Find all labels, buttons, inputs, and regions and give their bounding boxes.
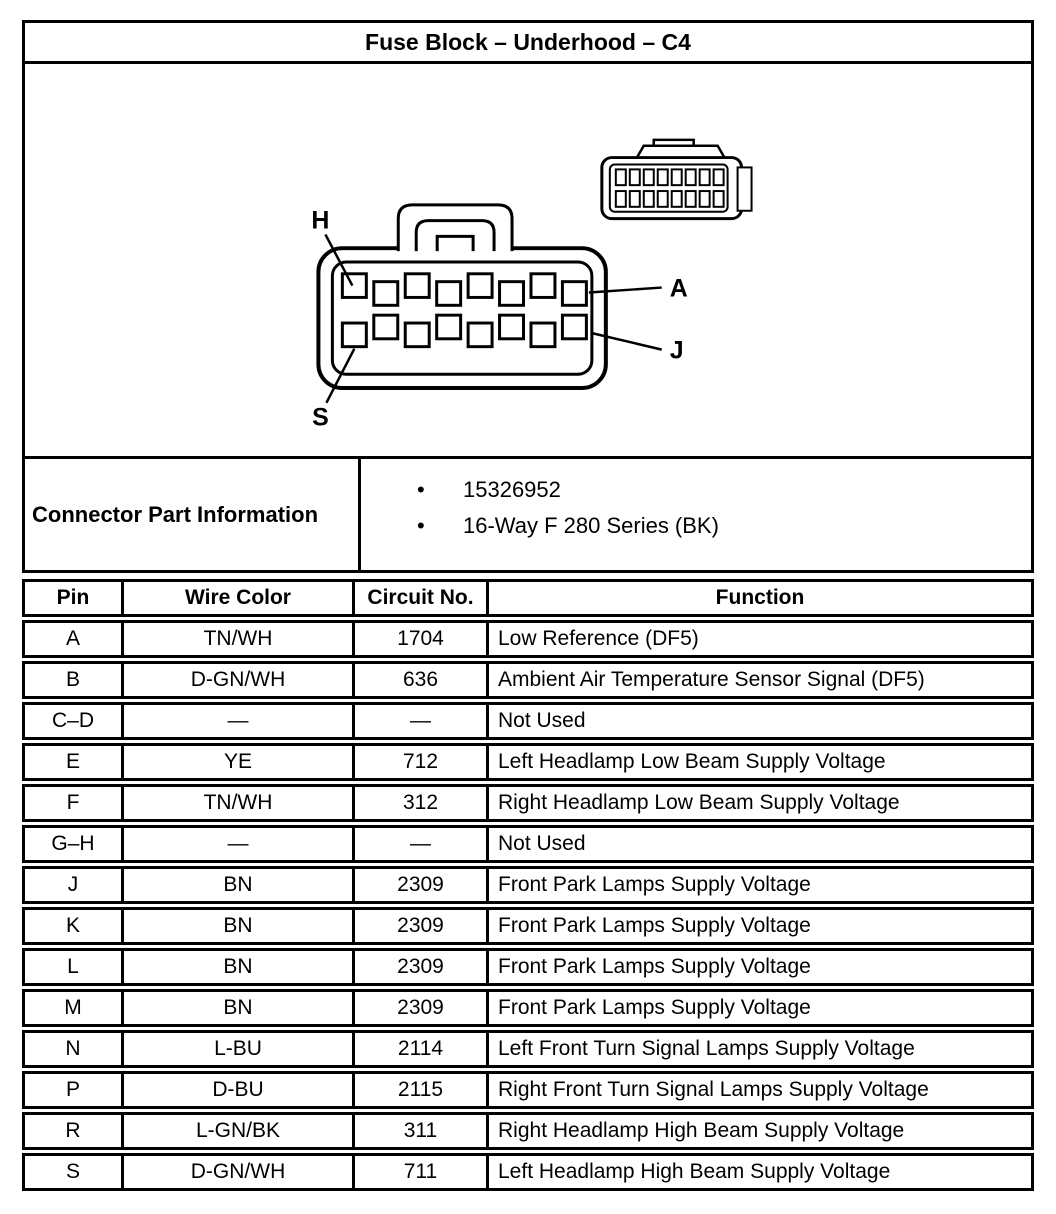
table-row (22, 866, 1034, 904)
table-row (22, 1153, 1034, 1191)
table-row (22, 1071, 1034, 1109)
table-row (22, 661, 1034, 699)
pin-cell: J (22, 866, 124, 904)
header-pin: Pin (22, 579, 124, 617)
table-row (22, 948, 1034, 986)
table-row (22, 1112, 1034, 1150)
wire-color-cell: TN/WH (121, 784, 355, 822)
circuit-no-cell: — (352, 702, 489, 740)
function-cell: Front Park Lamps Supply Voltage (486, 866, 1034, 904)
wire-color-cell: D-GN/WH (121, 661, 355, 699)
pin-label-a: A (669, 275, 688, 303)
side-tab (738, 167, 752, 210)
pin-cell: E (22, 743, 124, 781)
pin-cell: M (22, 989, 124, 1027)
list-item (417, 508, 1031, 544)
table-row (22, 743, 1034, 781)
table-header-row (22, 579, 1034, 617)
table-row (22, 907, 1034, 945)
pin-cell: L (22, 948, 124, 986)
pin-cell: R (22, 1112, 124, 1150)
pin-label-h: H (311, 207, 330, 235)
function-cell: Front Park Lamps Supply Voltage (486, 989, 1034, 1027)
circuit-no-cell: 2309 (352, 948, 489, 986)
connector-part-info (22, 456, 1034, 573)
circuit-no-cell: 2115 (352, 1071, 489, 1109)
circuit-no-cell: 636 (352, 661, 489, 699)
connector-series: 16-Way F 280 Series (BK) (463, 513, 719, 538)
connector-rear-view (602, 140, 752, 219)
wire-color-cell: BN (121, 866, 355, 904)
function-cell: Front Park Lamps Supply Voltage (486, 907, 1034, 945)
page-title: Fuse Block – Underhood – C4 (22, 20, 1034, 64)
header-circuit: Circuit No. (352, 579, 489, 617)
pin-cell: S (22, 1153, 124, 1191)
wire-color-cell: BN (121, 989, 355, 1027)
function-cell: Front Park Lamps Supply Voltage (486, 948, 1034, 986)
table-row (22, 825, 1034, 863)
pin-cell: K (22, 907, 124, 945)
wire-color-cell: BN (121, 907, 355, 945)
function-cell: Ambient Air Temperature Sensor Signal (DF5) (486, 661, 1034, 699)
function-cell: Not Used (486, 825, 1034, 863)
connector-diagram (25, 65, 1031, 455)
circuit-no-cell: 2114 (352, 1030, 489, 1068)
circuit-no-cell: 311 (352, 1112, 489, 1150)
header-wire: Wire Color (121, 579, 355, 617)
circuit-no-cell: 711 (352, 1153, 489, 1191)
list-item (417, 472, 1031, 508)
wire-color-cell: BN (121, 948, 355, 986)
wire-color-cell: D-GN/WH (121, 1153, 355, 1191)
function-cell: Low Reference (DF5) (486, 620, 1034, 658)
connector-diagram-panel (22, 61, 1034, 459)
pin-cell: P (22, 1071, 124, 1109)
wire-color-cell: L-GN/BK (121, 1112, 355, 1150)
pin-label-j: J (669, 337, 684, 365)
wire-color-cell: YE (121, 743, 355, 781)
wire-color-cell: — (121, 825, 355, 863)
table-row (22, 620, 1034, 658)
connector-front-view (318, 205, 605, 388)
function-cell: Right Headlamp Low Beam Supply Voltage (486, 784, 1034, 822)
wire-color-cell: — (121, 702, 355, 740)
function-cell: Left Headlamp Low Beam Supply Voltage (486, 743, 1034, 781)
pin-label-s: S (312, 404, 329, 432)
pinout-table (22, 579, 1034, 1191)
bullet-icon: • (417, 513, 425, 538)
table-row (22, 989, 1034, 1027)
circuit-no-cell: 312 (352, 784, 489, 822)
header-function: Function (486, 579, 1034, 617)
pin-cell: B (22, 661, 124, 699)
function-cell: Left Front Turn Signal Lamps Supply Voltage (486, 1030, 1034, 1068)
function-cell: Right Front Turn Signal Lamps Supply Voltage (486, 1071, 1034, 1109)
pin-cell: F (22, 784, 124, 822)
table-row (22, 702, 1034, 740)
pin-cell: N (22, 1030, 124, 1068)
circuit-no-cell: 712 (352, 743, 489, 781)
table-row (22, 784, 1034, 822)
pin-cell: A (22, 620, 124, 658)
function-cell: Not Used (486, 702, 1034, 740)
circuit-no-cell: — (352, 825, 489, 863)
part-info-label: Connector Part Information (25, 459, 361, 570)
function-cell: Left Headlamp High Beam Supply Voltage (486, 1153, 1034, 1191)
pin-cell: G–H (22, 825, 124, 863)
document-page (22, 0, 1034, 1191)
circuit-no-cell: 2309 (352, 866, 489, 904)
table-row (22, 1030, 1034, 1068)
wire-color-cell: D-BU (121, 1071, 355, 1109)
circuit-no-cell: 1704 (352, 620, 489, 658)
part-info-list (361, 459, 1031, 570)
wire-color-cell: L-BU (121, 1030, 355, 1068)
function-cell: Right Headlamp High Beam Supply Voltage (486, 1112, 1034, 1150)
circuit-no-cell: 2309 (352, 907, 489, 945)
bullet-icon: • (417, 477, 425, 502)
circuit-no-cell: 2309 (352, 989, 489, 1027)
part-number: 15326952 (463, 477, 561, 502)
wire-color-cell: TN/WH (121, 620, 355, 658)
pin-cell: C–D (22, 702, 124, 740)
